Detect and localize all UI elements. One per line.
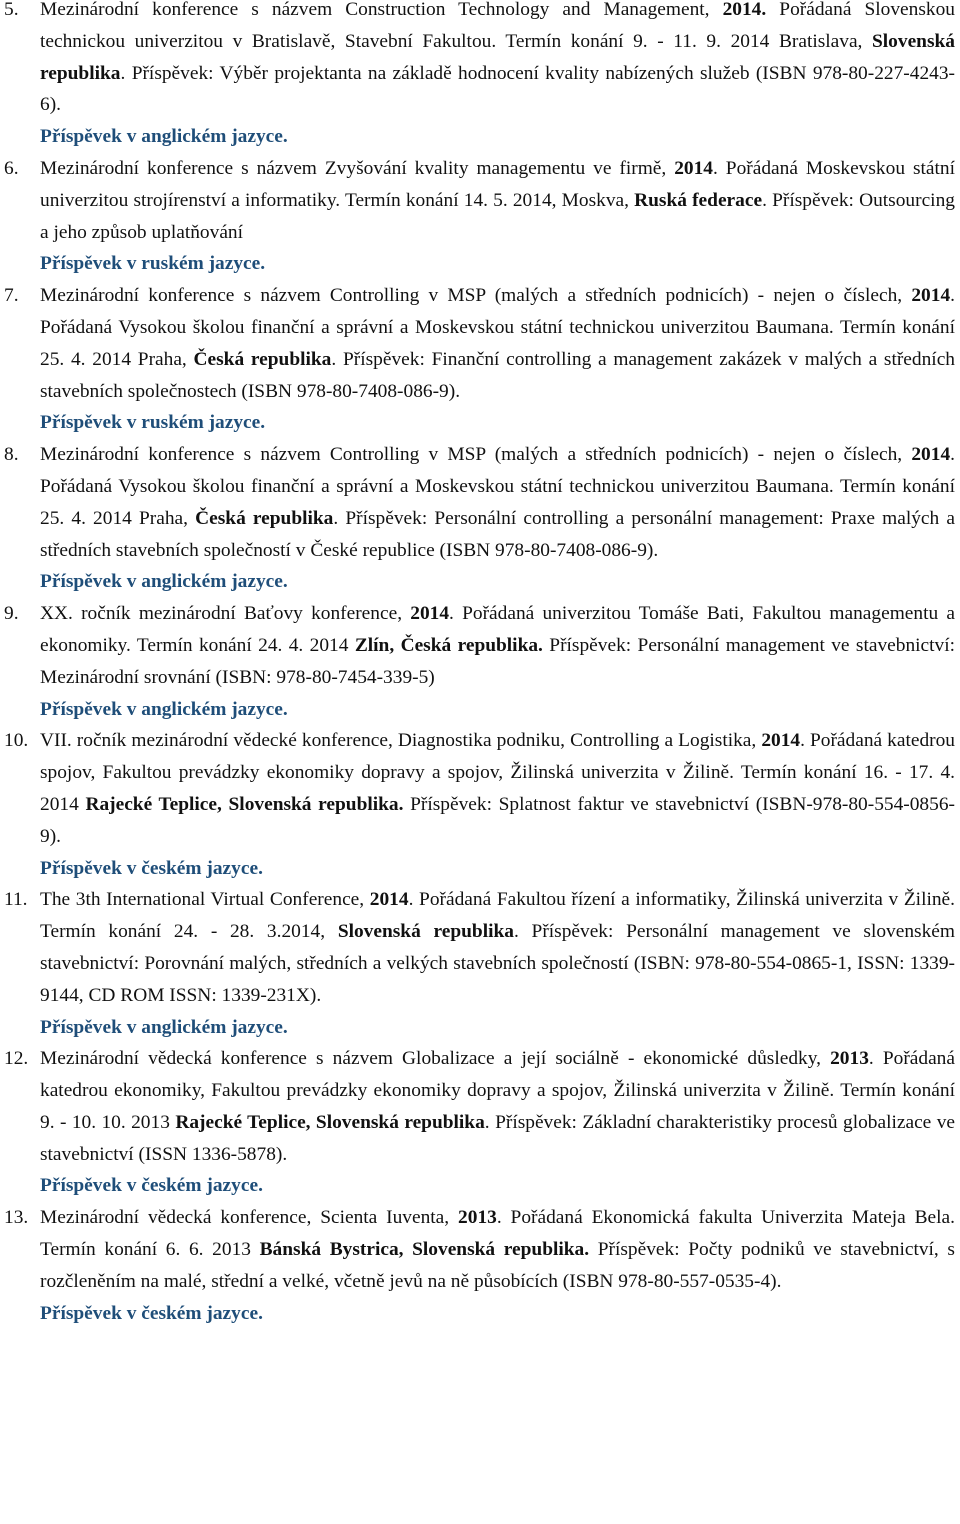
list-item [0, 439, 955, 598]
organizer-text: . Pořádaná Vysokou školou finanční a správní a Moskevskou státní technickou univerzitou Baumana. Termín konání 25. 4. 2014 Praha, [40, 444, 955, 529]
conference-text: VII. ročník mezinárodní vědecké konference, Diagnostika podniku, Controlling a Logistika, [40, 730, 757, 752]
conference-text: Mezinárodní konference s názvem Controlling v MSP (malých a středních podnicích) - nejen o číslech, [40, 285, 903, 307]
sentence-end: . [333, 507, 339, 529]
sentence-end: . [120, 62, 126, 84]
item-number: 11. [4, 889, 28, 911]
organizer-text: . Pořádaná Fakultou řízení a informatiky, Žilinská univerzita v Žilině. Termín konání 24. - 28. 3.2014, [40, 889, 955, 943]
list-item [0, 1043, 955, 1202]
contribution-text: Příspěvek: Počty podniků ve stavebnictví, s rozčleněním na malé, střední a velké, včetně jevů na ně působících (ISBN 978-80-557-0535-4). [40, 1239, 955, 1292]
list-item [0, 884, 955, 1043]
list-item [0, 598, 955, 725]
item-number: 6. [4, 157, 19, 179]
conference-text: Mezinárodní konference s názvem Zvyšování kvality managementu ve firmě, [40, 157, 667, 179]
contribution-text: Příspěvek: Personální controlling a personální management: Praxe malých a středních stavebních společností v České republice (ISBN 978-80-7408-086-9). [40, 507, 955, 561]
item-number: 12. [4, 1048, 29, 1070]
conference-place: Česká republika [193, 348, 332, 370]
contribution-language: Příspěvek v českém jazyce. [40, 857, 263, 879]
list-item [0, 725, 955, 884]
contribution-language: Příspěvek v českém jazyce. [40, 1175, 263, 1197]
conference-place: Rajecké Teplice, Slovenská republika. [85, 793, 404, 815]
contribution-language: Příspěvek v anglickém jazyce. [40, 1016, 288, 1038]
conference-text: XX. ročník mezinárodní Baťovy konference, [40, 603, 403, 625]
contribution-text: Příspěvek: Základní charakteristiky procesů globalizace ve stavebnictví (ISSN 1336-5878). [40, 1111, 956, 1165]
conference-place: Bánská Bystrica, Slovenská republika. [259, 1239, 590, 1261]
conference-place: Slovenská republika [40, 30, 955, 84]
list-item [0, 280, 955, 439]
organizer-text: . Pořádaná Moskevskou státní univerzitou strojírenství a informatiky. Termín konání 14. 5. 2014, Moskva, [40, 157, 955, 211]
conference-year: 2013 [458, 1207, 497, 1229]
conference-year: 2014 [911, 285, 951, 307]
item-number: 8. [4, 444, 19, 466]
sentence-end: . [484, 1111, 490, 1133]
item-number: 7. [4, 285, 19, 307]
conference-year: 2013 [830, 1048, 869, 1070]
conference-year: 2014. [722, 0, 767, 20]
list-item [0, 153, 955, 280]
conference-year: 2014 [674, 157, 713, 179]
organizer-text: . Pořádaná Vysokou školou finanční a správní a Moskevskou státní technickou univerzitou Baumana. Termín konání 25. 4. 2014 Praha, [40, 285, 955, 370]
conference-place: Ruská federace [634, 189, 763, 211]
organizer-text: . Pořádaná Ekonomická fakulta Univerzita Mateja Bela. Termín konání 6. 6. 2013 [40, 1207, 955, 1261]
item-number: 9. [4, 603, 19, 625]
contribution-text: Příspěvek: Finanční controlling a management zakázek v malých a středních stavebních společnostech (ISBN 978-80-7408-086-9). [40, 348, 955, 402]
list-item [0, 1202, 955, 1329]
contribution-language: Příspěvek v anglickém jazyce. [40, 698, 288, 720]
conference-text: Mezinárodní vědecká konference, Scienta Iuventa, [40, 1207, 450, 1229]
conference-place: Česká republika [195, 507, 334, 529]
list-item [0, 0, 955, 153]
conference-year: 2014 [911, 444, 951, 466]
organizer-text: . Pořádaná katedrou spojov, Fakultou prevádzky ekonomiky dopravy a spojov, Žilinská univerzita v Žilině. Termín konání 16. - 17. 4. 2014 [40, 730, 955, 815]
conference-year: 2014 [410, 603, 450, 625]
contribution-text: Příspěvek: Outsourcing a jeho způsob uplatňování [40, 189, 955, 243]
contribution-text: Příspěvek: Personální management ve stavebnictví: Mezinárodní srovnání (ISBN: 978-80-7454-339-5) [40, 634, 955, 688]
conference-place: Zlín, Česká republika. [354, 634, 543, 656]
item-number: 13. [4, 1207, 29, 1229]
item-number: 5. [4, 0, 19, 20]
conference-year: 2014 [369, 889, 409, 911]
contribution-text: Příspěvek: Výběr projektanta na základě hodnocení kvality nabízených služeb (ISBN 978-80-227-4243-6). [40, 62, 955, 116]
conference-text: Mezinárodní vědecká konference s názvem Globalizace a její sociálně - ekonomické důsledky, [40, 1048, 821, 1070]
sentence-end: . [762, 189, 767, 211]
sentence-end: . [513, 921, 519, 943]
contribution-language: Příspěvek v ruském jazyce. [40, 412, 266, 434]
contribution-language: Příspěvek v anglickém jazyce. [40, 571, 288, 593]
contribution-text: Příspěvek: Personální management ve slovenském stavebnictví: Porovnání malých, středních a velkých stavebních společností (ISBN: 978-80-554-0865-1, ISSN: 1339-9144, CD ROM ISSN: 1339-231X). [40, 921, 955, 1006]
conference-text: Mezinárodní konference s názvem Construction Technology and Management, [40, 0, 710, 20]
organizer-text: . Pořádaná univerzitou Tomáše Bati, Fakultou managementu a ekonomiky. Termín konání 24. 4. 2014 [40, 603, 955, 656]
contribution-language: Příspěvek v ruském jazyce. [40, 253, 266, 275]
conference-place: Slovenská republika [337, 921, 514, 943]
organizer-text: Pořádaná Slovenskou technickou univerzitou v Bratislavě, Stavební Fakultou. Termín konání 9. - 11. 9. 2014 Bratislava, [40, 0, 955, 52]
contribution-language: Příspěvek v anglickém jazyce. [40, 126, 288, 148]
conference-place: Rajecké Teplice, Slovenská republika [175, 1111, 485, 1133]
conference-year: 2014 [761, 730, 801, 752]
item-number: 10. [4, 730, 29, 752]
contribution-language: Příspěvek v českém jazyce. [40, 1302, 263, 1324]
conference-text: Mezinárodní konference s názvem Controlling v MSP (malých a středních podnicích) - nejen o číslech, [40, 444, 903, 466]
organizer-text: . Pořádaná katedrou ekonomiky, Fakultou prevádzky ekonomiky dopravy a spojov, Žilinská univerzita v Žilině. Termín konání 9. - 10. 10. 2013 [40, 1048, 955, 1133]
contribution-text: Příspěvek: Splatnost faktur ve stavebnictví (ISBN-978-80-554-0856-9). [40, 793, 955, 847]
conference-text: The 3th International Virtual Conference, [40, 889, 365, 911]
sentence-end: . [331, 348, 337, 370]
